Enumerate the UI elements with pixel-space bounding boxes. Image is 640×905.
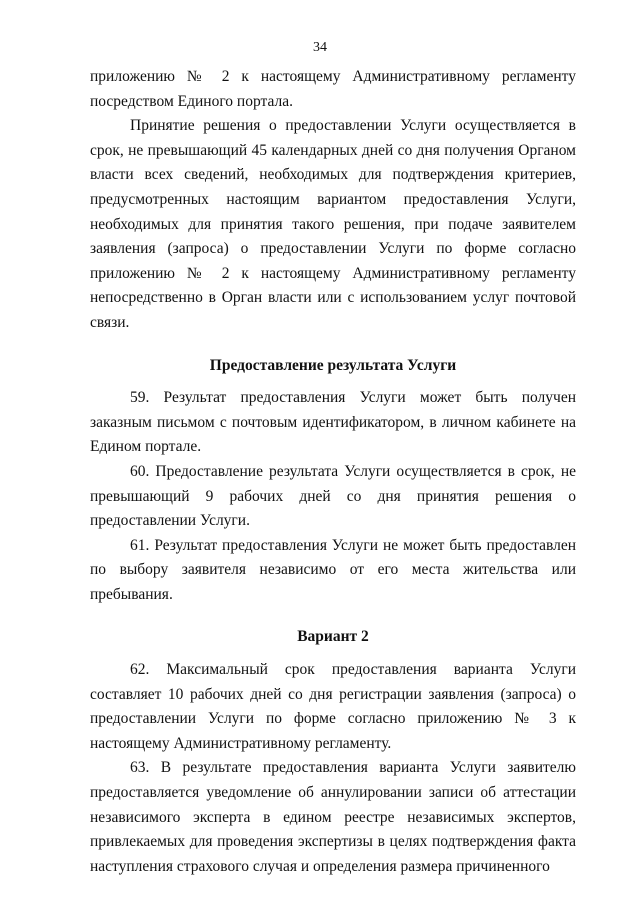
paragraph-continuation: приложению № 2 к настоящему Административному регламенту посредством Единого портала. — [90, 68, 576, 110]
paragraph-62: 62. Максимальный срок предоставления варианта Услуги составляет 10 рабочих дней со дня регистрации заявления (запроса) о предоставлении Услуги по форме согласно приложению № 3 к настоящему Административному регламенту. — [90, 661, 576, 752]
paragraph-60: 60. Предоставление результата Услуги осуществляется в срок, не превышающий 9 рабочих дней со дня принятия решения о предоставлении Услуги. — [90, 462, 576, 530]
paragraph-decision-term: Принятие решения о предоставлении Услуги осуществляется в срок, не превышающий 45 календарных дней со дня получения Органом власти всех сведений, необходимых для подтверждения критериев, предусмотренных настоящим вариантом предоставления Услуги, необходимых для принятия такого решения, при подаче заявителем заявления (запроса) о предоставлении Услуги по форме согласно приложению № 2 к настоящему Административному регламенту непосредственно в Орган власти или с использованием услуг почтовой связи. — [90, 117, 576, 331]
paragraph-61: 61. Результат предоставления Услуги не может быть предоставлен по выбору заявителя независимо от его места жительства или пребывания. — [90, 536, 576, 603]
spacer — [90, 607, 576, 625]
paragraph-59: 59. Результат предоставления Услуги может быть получен заказным письмом с почтовым идентификатором, в личном кабинете на Едином портале. — [90, 389, 576, 456]
spacer — [90, 378, 576, 386]
document-body — [90, 65, 576, 879]
page-number: 34 — [313, 40, 327, 55]
paragraph-63: 63. В результате предоставления варианта Услуги заявителю предоставляется уведомление об аннулировании записи об аттестации независимого эксперта в едином реестре независимых экспертов, привлекаемых для проведения экспертизы в целях подтверждения факта наступления страхового случая и определения размера причиненного — [90, 759, 576, 875]
section-heading-variant-2: Вариант 2 — [297, 628, 369, 646]
spacer — [90, 336, 576, 354]
section-heading-result: Предоставление результата Услуги — [209, 356, 457, 374]
spacer — [90, 650, 576, 658]
